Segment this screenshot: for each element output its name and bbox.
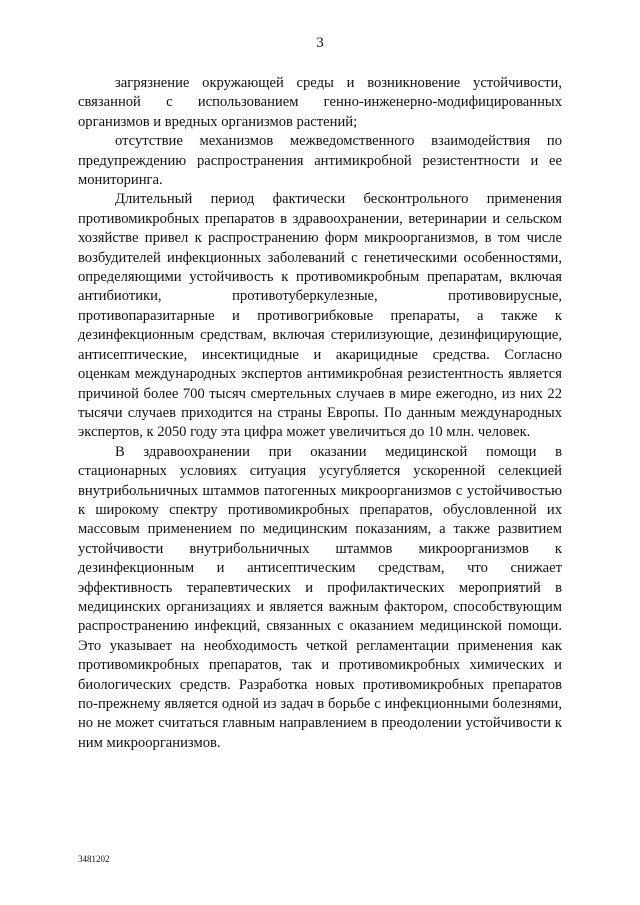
- paragraph-no-coordination: отсутствие механизмов межведомственного взаимодействия по предупреждению распространения антимикробной резистентности и ее мониторинга.: [78, 133, 562, 189]
- document-body: [78, 74, 562, 753]
- paragraph-uncontrolled-use: Длительный период фактически бесконтрольного применения противомикробных препаратов в здравоохранении, ветеринарии и сельском хозяйстве привел к распространению форм микроорганизмов, в том числе возбудителей инфекционных заболеваний с генетическими особенностями, определяющими устойчивость к противомикробным препаратам, включая антибиотики, противотуберкулезные, противовирусные, противопаразитарные и противогрибковые препараты, а также к дезинфекционным средствам, включая стерилизующие, дезинфицирующие, антисептические, инсектицидные и акарицидные средства. Согласно оценкам международных экспертов антимикробная резистентность является причиной более 700 тысяч смертельных случаев в мире ежегодно, из них 22 тысячи случаев приходится на страны Европы. По данным международных экспертов, к 2050 году эта цифра может увеличиться до 10 млн. человек.: [78, 191, 562, 441]
- footer-document-code: 3481202: [78, 854, 110, 864]
- paragraph-pollution: загрязнение окружающей среды и возникновение устойчивости, связанной с использованием генно-инженерно-модифицированных организмов и вредных организмов растений;: [78, 75, 562, 130]
- page-number: 3: [316, 35, 324, 51]
- paragraph-healthcare: В здравоохранении при оказании медицинской помощи в стационарных условиях ситуация усугубляется ускоренной селекцией внутрибольничных штаммов патогенных микроорганизмов с устойчивостью к широкому спектру противомикробных препаратов, обусловленной их массовым применением по медицинским показаниям, а также развитием устойчивости внутрибольничных штаммов микроорганизмов к дезинфекционным и антисептическим средствам, что снижает эффективность терапевтических и профилактических мероприятий в медицинских организациях и является важным фактором, способствующим распространению инфекций, связанных с оказанием медицинской помощи. Это указывает на необходимость четкой регламентации применения как противомикробных препаратов, так и противомикробных химических и биологических средств. Разработка новых противомикробных препаратов по-прежнему является одной из задач в борьбе с инфекционными болезнями, но не может считаться главным направлением в преодолении устойчивости к ним микроорганизмов.: [78, 443, 562, 751]
